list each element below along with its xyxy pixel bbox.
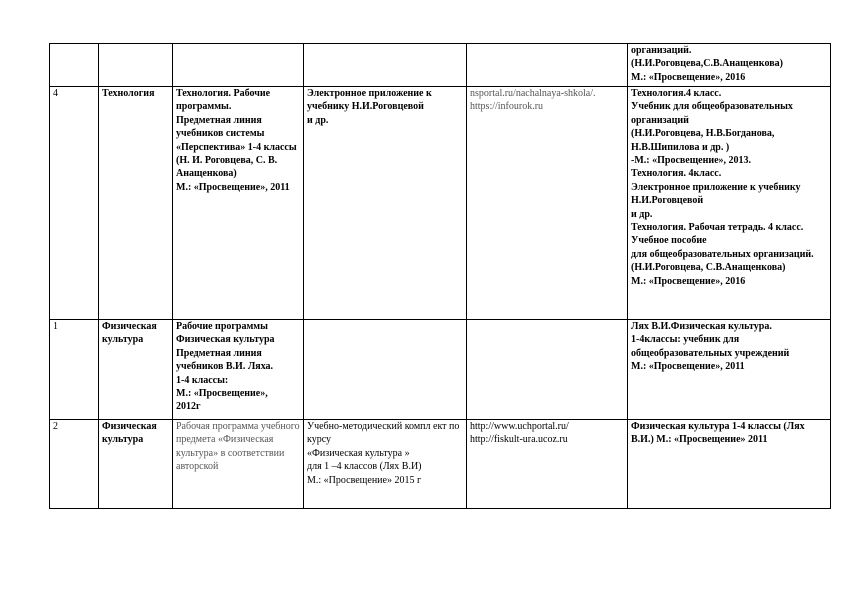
table-row [50,420,831,509]
row-number-cell: 1 [50,320,99,420]
program-cell [173,44,304,87]
row-number-cell: 2 [50,420,99,509]
subject-cell: Технология [99,87,173,320]
program-cell: Рабочая программа учебного предмета «Физическая культура» в соответствии авторской [173,420,304,509]
subject-cell [99,44,173,87]
subject-cell: Физическая культура [99,420,173,509]
program-cell: Технология. Рабочие программы. Предметная линия учебников системы «Перспектива» 1-4 классы (Н. И. Роговцева, С. В. Анащенкова) М.: «Просвещение», 2011 [173,87,304,320]
textbooks-cell: Физическая культура 1-4 классы (Лях В.И.) М.: «Просвещение» 2011 [628,420,831,509]
websites-cell: http://www.uchportal.ru/ http://fiskult-ura.ucoz.ru [467,420,628,509]
websites-cell [467,44,628,87]
electronic-resources-cell [304,44,467,87]
textbooks-cell: организаций. (Н.И.Роговцева,С.В.Анащенкова) М.: «Просвещение», 2016 [628,44,831,87]
table-row [50,87,831,320]
table-row [50,44,831,87]
row-number-cell [50,44,99,87]
curriculum-table [49,43,831,509]
electronic-resources-cell: Электронное приложение к учебнику Н.И.Роговцевой и др. [304,87,467,320]
electronic-resources-cell [304,320,467,420]
electronic-resources-cell: Учебно-методический компл ект по курсу «Физическая культура » для 1 –4 классов (Лях В.И) М.: «Просвещение» 2015 г [304,420,467,509]
subject-cell: Физическая культура [99,320,173,420]
websites-cell [467,320,628,420]
websites-cell: nsportal.ru/nachalnaya-shkola/. https://infourok.ru [467,87,628,320]
textbooks-cell: Технология.4 класс. Учебник для общеобразовательных организаций (Н.И.Роговцева, Н.В.Богданова, Н.В.Шипилова и др. ) -М.: «Просвещение», 2013. Технология. 4класс. Электронное приложение к учебнику Н.И.Роговцевой и др. Технология. Рабочая тетрадь. 4 класс. Учебное пособие для общеобразовательных организаций. (Н.И.Роговцева, С.В.Анащенкова) М.: «Просвещение», 2016 [628,87,831,320]
table-row [50,320,831,420]
row-number-cell: 4 [50,87,99,320]
program-cell: Рабочие программы Физическая культура Предметная линия учебников В.И. Ляха. 1-4 классы: М.: «Просвещение», 2012г [173,320,304,420]
textbooks-cell: Лях В.И.Физическая культура. 1-4классы: учебник для общеобразовательных учреждений М.: «Просвещение», 2011 [628,320,831,420]
